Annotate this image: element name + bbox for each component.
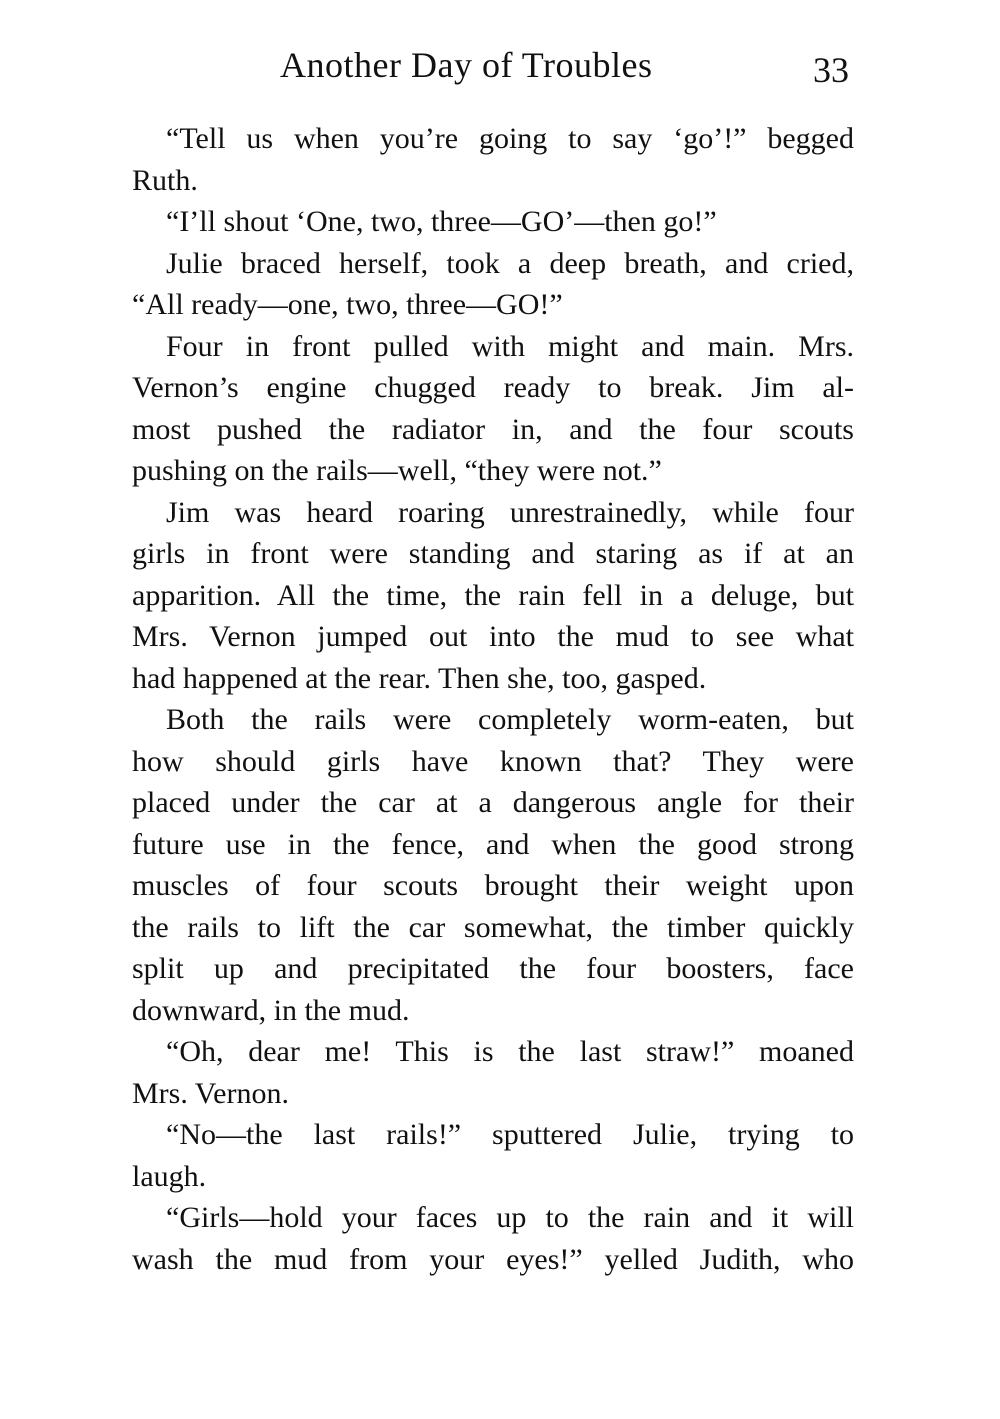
text-line: Mrs. Vernon. bbox=[132, 1076, 289, 1110]
text-line: downward, in the mud. bbox=[132, 993, 410, 1027]
text-line: Julie braced herself, took a deep breath, and cried, bbox=[166, 246, 854, 280]
text-line: Vernon’s engine chugged ready to break. Jim al- bbox=[132, 371, 854, 404]
text-line: Four in front pulled with might and main. Mrs. bbox=[166, 329, 854, 363]
text-line: “Tell us when you’re going to say ‘go’!” begged bbox=[166, 122, 854, 155]
text-line: pushing on the rails—well, “they were not.” bbox=[132, 454, 662, 487]
text-line: girls in front were standing and staring as if at an bbox=[132, 537, 854, 570]
text-line: “Girls—hold your faces up to the rain and it will bbox=[166, 1201, 854, 1234]
text-line: Ruth. bbox=[132, 163, 198, 197]
text-line: how should girls have known that? They were bbox=[132, 744, 854, 778]
text-line: future use in the fence, and when the good strong bbox=[132, 827, 854, 861]
text-line: “I’ll shout ‘One, two, three—GO’—then go!” bbox=[166, 205, 717, 238]
page-body bbox=[132, 118, 854, 1280]
text-line: laugh. bbox=[132, 1159, 207, 1193]
text-line: Both the rails were completely worm-eaten, but bbox=[166, 703, 854, 736]
text-line: Mrs. Vernon jumped out into the mud to see what bbox=[132, 620, 854, 653]
text-line: had happened at the rear. Then she, too, gasped. bbox=[132, 661, 707, 695]
text-line: apparition. All the time, the rain fell in a deluge, but bbox=[132, 578, 854, 612]
running-header bbox=[0, 44, 1000, 100]
page-number: 33 bbox=[813, 50, 849, 90]
chapter-title: Another Day of Troubles bbox=[280, 45, 653, 85]
text-line: Jim was heard roaring unrestrainedly, while four bbox=[166, 495, 854, 529]
text-line: the rails to lift the car somewhat, the timber quickly bbox=[132, 910, 854, 944]
text-line: split up and precipitated the four boosters, face bbox=[132, 952, 854, 985]
text-line: “No—the last rails!” sputtered Julie, trying to bbox=[166, 1118, 854, 1151]
text-line: wash the mud from your eyes!” yelled Judith, who bbox=[132, 1242, 854, 1276]
text-line: “All ready—one, two, three—GO!” bbox=[132, 288, 563, 321]
text-line: placed under the car at a dangerous angle for their bbox=[132, 786, 854, 819]
text-line: muscles of four scouts brought their weight upon bbox=[132, 869, 854, 902]
text-line: most pushed the radiator in, and the four scouts bbox=[132, 412, 854, 446]
text-line: “Oh, dear me! This is the last straw!” moaned bbox=[166, 1035, 854, 1068]
